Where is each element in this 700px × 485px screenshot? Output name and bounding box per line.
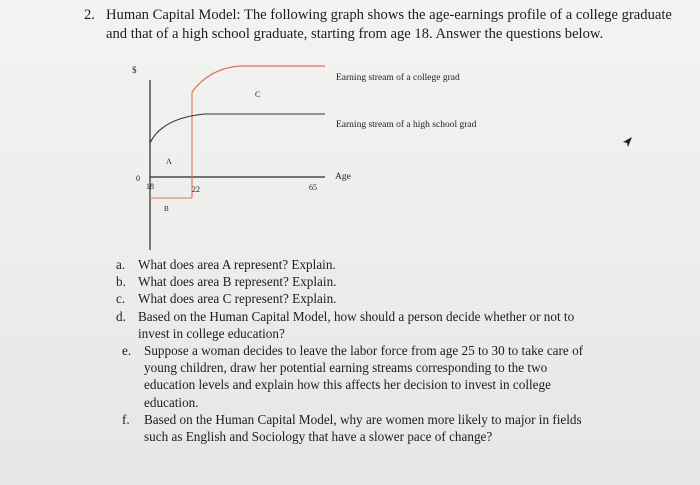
sub-question-e xyxy=(122,342,596,411)
sub-question-b xyxy=(116,273,596,290)
sub-question-f xyxy=(122,411,596,445)
origin-label: 0 xyxy=(136,174,140,183)
sub-question-c xyxy=(116,290,596,307)
x-axis-label: Age xyxy=(335,172,351,182)
area-b-label: B xyxy=(164,205,169,213)
highschool-stream-label: Earning stream of a high school grad xyxy=(336,120,477,130)
tick-65-label: 65 xyxy=(309,183,317,192)
college-stream-label: Earning stream of a college grad xyxy=(336,73,460,83)
question-number: 2. xyxy=(84,7,95,23)
item-text: What does area B represent? Explain. xyxy=(138,274,337,290)
sub-question-a xyxy=(116,256,596,273)
cursor-arrow-icon xyxy=(620,135,634,149)
item-text: What does area C represent? Explain. xyxy=(138,291,337,307)
y-axis-label: $ xyxy=(132,65,137,75)
area-a-label: A xyxy=(166,157,172,166)
item-label: b. xyxy=(116,274,126,290)
tick-22-label: 22 xyxy=(192,185,200,194)
item-text: What does area A represent? Explain. xyxy=(138,257,336,272)
sub-question-d xyxy=(116,308,596,342)
item-label: d. xyxy=(116,308,126,324)
item-label: c. xyxy=(116,291,126,307)
college-earning-curve xyxy=(192,66,325,92)
area-c-label: C xyxy=(255,90,261,99)
highschool-earning-curve xyxy=(150,114,325,143)
tick-18-label: 18 xyxy=(146,182,154,191)
item-label: f. xyxy=(122,411,130,427)
item-label: a. xyxy=(116,257,126,272)
item-text: Based on the Human Capital Model, why are women more likely to major in fields such as English and Sociology that have a slower pace of change? xyxy=(144,411,582,445)
sub-questions xyxy=(116,256,596,445)
question-text: Human Capital Model: The following graph shows the age-earnings profile of a college graduate and that of a high school graduate, starting from age 18. Answer the questions below. xyxy=(106,7,672,42)
item-text: Suppose a woman decides to leave the labor force from age 25 to 30 to take care of young children, draw her potential earning streams corresponding to the two education levels and explain how this affects her decision to invest in college education. xyxy=(144,343,584,410)
item-text: Based on the Human Capital Model, how should a person decide whether or not to invest in college education? xyxy=(138,308,575,341)
item-label: e. xyxy=(122,343,132,359)
